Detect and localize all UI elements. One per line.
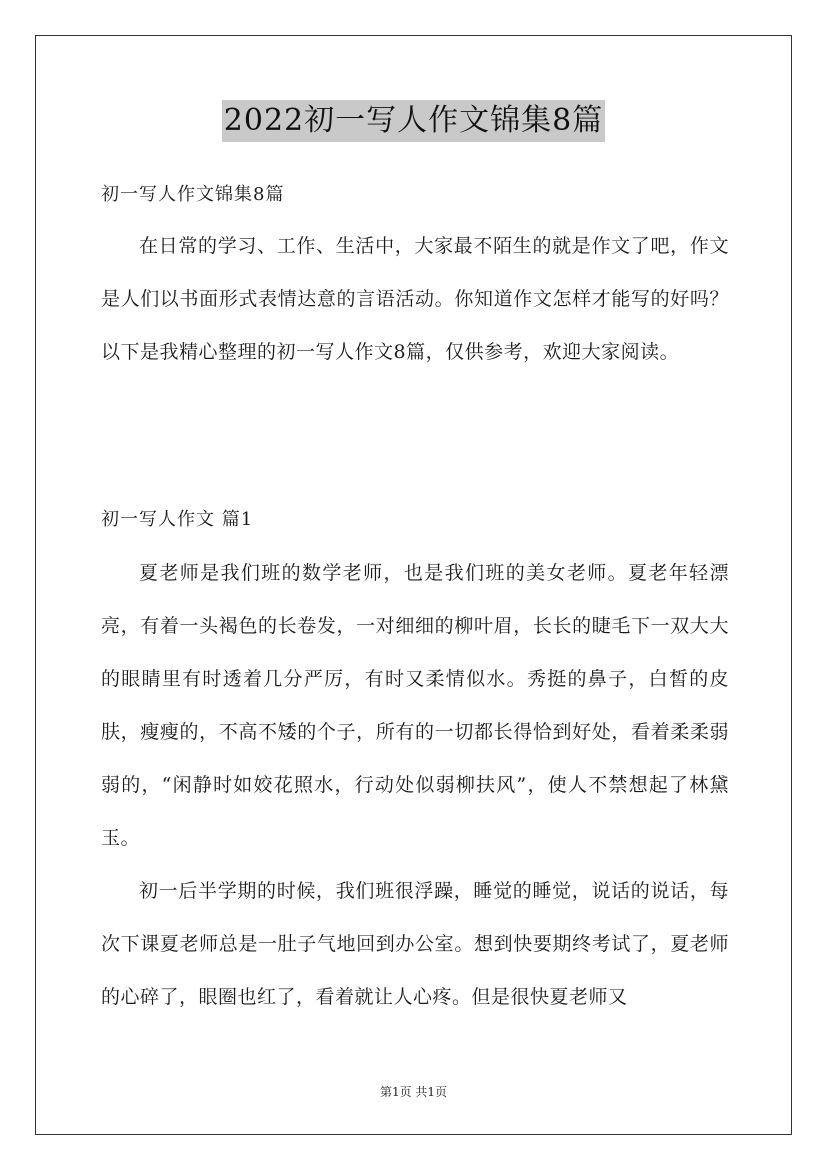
document-subtitle: 初一写人作文锦集8篇 — [101, 184, 285, 205]
body-paragraph-2: 初一后半学期的时候，我们班很浮躁，睡觉的睡觉，说话的说话，每次下课夏老师总是一肚子气地回到办公室。想到快要期终考试了，夏老师的心碎了，眼圈也红了，看着就让人心疼。但是很快夏老师又 — [101, 880, 729, 1008]
document-title: 2022初一写人作文锦集8篇 — [222, 100, 605, 142]
body-paragraph-1: 夏老师是我们班的数学老师，也是我们班的美女老师。夏老年轻漂亮，有着一头褐色的长卷发，一对细细的柳叶眉，长长的睫毛下一双大大的眼睛里有时透着几分严厉，有时又柔情似水。秀挺的鼻子，白皙的皮肤，瘦瘦的，不高不矮的个子，所有的一切都长得恰到好处，看着柔柔弱弱的，“闲静时如姣花照水，行动处似弱柳扶风”，使人不禁想起了林黛玉。 — [101, 562, 729, 849]
intro-paragraph: 在日常的学习、工作、生活中，大家最不陌生的就是作文了吧，作文是人们以书面形式表情达意的言语活动。你知道作文怎样才能写的好吗？以下是我精心整理的初一写人作文8篇，仅供参考，欢迎大家阅读。 — [101, 235, 729, 363]
title-container — [0, 100, 827, 142]
page-footer: 第1页 共1页 — [379, 1085, 448, 1099]
section-heading: 初一写人作文 篇1 — [101, 509, 254, 530]
